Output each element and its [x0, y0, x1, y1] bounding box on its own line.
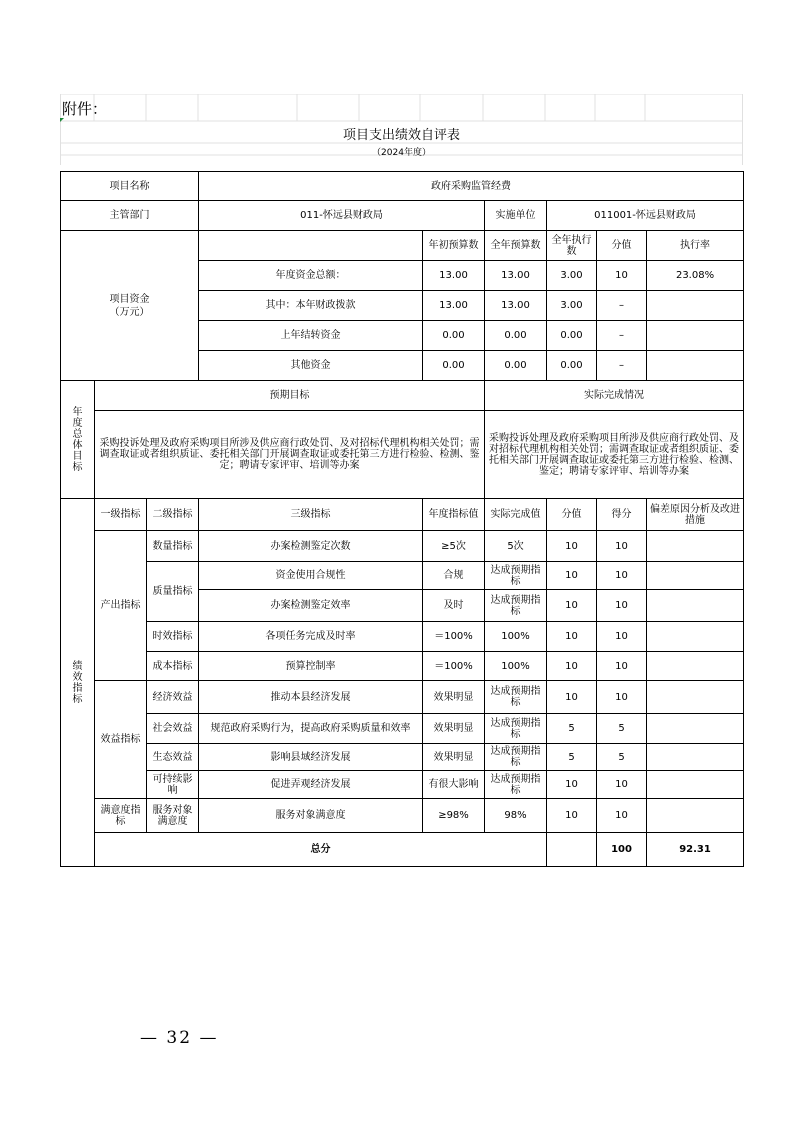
funds-annual: 13.00	[485, 261, 547, 291]
score: 10	[597, 622, 647, 652]
actual-goal: 采购投诉处理及政府采购项目所涉及供应商行政处罚、及对招标代理机构相关处罚；需调查取证或者组织质证、委托相关部门开展调查取证或委托第三方进行检验、检测、鉴定；聘请专家评审、培训等办案	[485, 411, 744, 499]
row-funds-header	[61, 231, 744, 261]
actual: 达成预期指标	[485, 771, 547, 799]
target: 效果明显	[423, 714, 485, 744]
score: 10	[597, 531, 647, 562]
target: ≥5次	[423, 531, 485, 562]
project-name: 政府采购监管经费	[199, 172, 744, 201]
goals-label: 年度总体目标	[61, 381, 95, 499]
page-number: — 32 —	[140, 1028, 219, 1048]
level3: 办案检测鉴定次数	[199, 531, 423, 562]
impl-label: 实施单位	[485, 201, 547, 231]
impl-value: 011001-怀远县财政局	[547, 201, 744, 231]
level2: 质量指标	[147, 562, 199, 622]
row-department	[61, 201, 744, 231]
value: 10	[547, 681, 597, 714]
header-level1: 一级指标	[95, 499, 147, 531]
actual: 98%	[485, 799, 547, 833]
total-value: 100	[597, 833, 647, 867]
value: 10	[547, 562, 597, 590]
funds-value: –	[597, 321, 647, 351]
target: ≥98%	[423, 799, 485, 833]
funds-annual: 0.00	[485, 351, 547, 381]
actual: 5次	[485, 531, 547, 562]
funds-row-label: 上年结转资金	[199, 321, 423, 351]
total-score: 92.31	[647, 833, 744, 867]
total-blank	[547, 833, 597, 867]
actual-goal-label: 实际完成情况	[485, 381, 744, 411]
header-deviation: 偏差原因分析及改进措施	[647, 499, 744, 531]
funds-executed: 3.00	[547, 261, 597, 291]
funds-row-label: 其他资金	[199, 351, 423, 381]
target: 及时	[423, 590, 485, 622]
funds-initial: 0.00	[423, 321, 485, 351]
funds-row-label: 年度资金总额：	[199, 261, 423, 291]
level3: 各项任务完成及时率	[199, 622, 423, 652]
level1-output: 产出指标	[95, 531, 147, 681]
self-evaluation-table	[60, 171, 744, 867]
funds-row-label: 其中：本年财政拨款	[199, 291, 423, 321]
actual: 达成预期指标	[485, 714, 547, 744]
funds-rate	[647, 321, 744, 351]
deviation	[647, 771, 744, 799]
deviation	[647, 681, 744, 714]
funds-header-annual: 全年预算数	[485, 231, 547, 261]
value: 10	[547, 622, 597, 652]
row-indicators-header	[61, 499, 744, 531]
funds-header-blank	[199, 231, 423, 261]
value: 5	[547, 744, 597, 771]
deviation	[647, 590, 744, 622]
funds-initial: 0.00	[423, 351, 485, 381]
value: 10	[547, 652, 597, 681]
indicator-row	[61, 744, 744, 771]
row-goals-header	[61, 381, 744, 411]
funds-rate	[647, 291, 744, 321]
indicator-row	[61, 652, 744, 681]
funds-rate	[647, 351, 744, 381]
actual: 达成预期指标	[485, 744, 547, 771]
level2: 服务对象满意度	[147, 799, 199, 833]
level2: 社会效益	[147, 714, 199, 744]
value: 10	[547, 531, 597, 562]
funds-value: 10	[597, 261, 647, 291]
funds-executed: 0.00	[547, 321, 597, 351]
score: 10	[597, 681, 647, 714]
target: 合规	[423, 562, 485, 590]
expected-goal-label: 预期目标	[95, 381, 485, 411]
score: 5	[597, 714, 647, 744]
year-subtitle: （2024年度）	[372, 148, 431, 158]
indicator-row	[61, 799, 744, 833]
actual: 100%	[485, 652, 547, 681]
header-level3: 三级指标	[199, 499, 423, 531]
value: 10	[547, 799, 597, 833]
target: 有很大影响	[423, 771, 485, 799]
funds-annual: 13.00	[485, 291, 547, 321]
level2: 可持续影响	[147, 771, 199, 799]
target: ＝100%	[423, 622, 485, 652]
actual: 达成预期指标	[485, 590, 547, 622]
level3: 办案检测鉴定效率	[199, 590, 423, 622]
page-title: 项目支出绩效自评表	[342, 128, 460, 143]
dept-label: 主管部门	[61, 201, 199, 231]
score: 5	[597, 744, 647, 771]
indicator-row	[61, 562, 744, 590]
expected-goal: 采购投诉处理及政府采购项目所涉及供应商行政处罚、及对招标代理机构相关处罚；需调查取证或者组织质证、委托相关部门开展调查取证或委托第三方进行检验、检测、鉴定；聘请专家评审、培训等办案	[95, 411, 485, 499]
funds-executed: 3.00	[547, 291, 597, 321]
indicators-label: 绩效指标	[61, 499, 95, 867]
level3: 推动本县经济发展	[199, 681, 423, 714]
level3: 服务对象满意度	[199, 799, 423, 833]
value: 10	[547, 771, 597, 799]
total-label: 总分	[95, 833, 547, 867]
funds-annual: 0.00	[485, 321, 547, 351]
deviation	[647, 531, 744, 562]
score: 10	[597, 799, 647, 833]
value: 10	[547, 590, 597, 622]
indicator-row	[61, 771, 744, 799]
deviation	[647, 744, 744, 771]
funds-header-initial: 年初预算数	[423, 231, 485, 261]
score: 10	[597, 771, 647, 799]
funds-rate: 23.08%	[647, 261, 744, 291]
level2: 数量指标	[147, 531, 199, 562]
funds-initial: 13.00	[423, 291, 485, 321]
score: 10	[597, 562, 647, 590]
indicator-row	[61, 622, 744, 652]
header-value: 分值	[547, 499, 597, 531]
project-name-label: 项目名称	[61, 172, 199, 201]
level2: 成本指标	[147, 652, 199, 681]
level2: 经济效益	[147, 681, 199, 714]
header-score: 得分	[597, 499, 647, 531]
header-target: 年度指标值	[423, 499, 485, 531]
indicator-row	[61, 714, 744, 744]
deviation	[647, 652, 744, 681]
level2: 生态效益	[147, 744, 199, 771]
level3: 预算控制率	[199, 652, 423, 681]
funds-value: –	[597, 291, 647, 321]
actual: 100%	[485, 622, 547, 652]
funds-executed: 0.00	[547, 351, 597, 381]
row-total	[61, 833, 744, 867]
level3: 促进弄观经济发展	[199, 771, 423, 799]
value: 5	[547, 714, 597, 744]
indicator-row	[61, 681, 744, 714]
level3: 影响县域经济发展	[199, 744, 423, 771]
score: 10	[597, 590, 647, 622]
deviation	[647, 799, 744, 833]
attachment-label: 附件：	[62, 100, 108, 118]
dept-value: 011-怀远县财政局	[199, 201, 485, 231]
level1-benefit: 效益指标	[95, 681, 147, 799]
funds-label: 项目资金 （万元）	[61, 231, 199, 381]
actual: 达成预期指标	[485, 562, 547, 590]
funds-value: –	[597, 351, 647, 381]
funds-header-value: 分值	[597, 231, 647, 261]
target: 效果明显	[423, 744, 485, 771]
target: ＝100%	[423, 652, 485, 681]
header-actual: 实际完成值	[485, 499, 547, 531]
funds-header-executed: 全年执行数	[547, 231, 597, 261]
target: 效果明显	[423, 681, 485, 714]
deviation	[647, 622, 744, 652]
level2: 时效指标	[147, 622, 199, 652]
funds-header-rate: 执行率	[647, 231, 744, 261]
level3: 规范政府采购行为，提高政府采购质量和效率	[199, 714, 423, 744]
deviation	[647, 714, 744, 744]
header-level2: 二级指标	[147, 499, 199, 531]
funds-initial: 13.00	[423, 261, 485, 291]
indicator-row	[61, 531, 744, 562]
score: 10	[597, 652, 647, 681]
row-goals-content	[61, 411, 744, 499]
actual: 达成预期指标	[485, 681, 547, 714]
level1-satisfaction: 满意度指标	[95, 799, 147, 833]
row-project-name	[61, 172, 744, 201]
deviation	[647, 562, 744, 590]
level3: 资金使用合规性	[199, 562, 423, 590]
